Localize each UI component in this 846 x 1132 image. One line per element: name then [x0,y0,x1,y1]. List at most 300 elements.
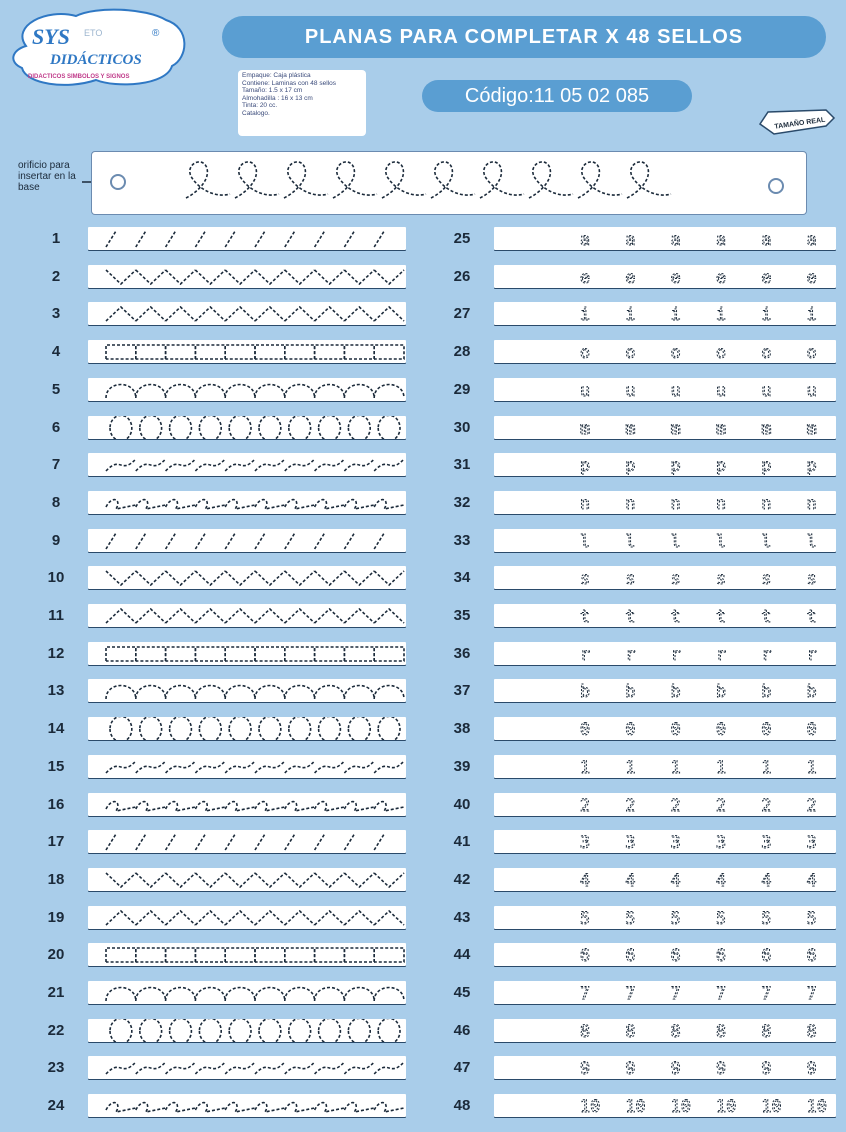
stamp-row [432,602,836,629]
stamp-strip [88,1056,406,1079]
stamp-mark [344,1062,374,1074]
stamp-mark [106,761,136,773]
stamp-mark [106,609,136,623]
stamp-row [432,866,836,893]
stamp-row [26,1092,406,1119]
stamp-strip [88,868,406,891]
stamp-mark [374,911,404,925]
stamp-mark [285,345,315,359]
stamp-mark [255,571,285,585]
stamp-mark [166,988,196,1002]
stamp-mark [166,686,196,700]
stamp-glyph: 7 [579,984,591,1004]
stamp-strip [88,981,406,1004]
stamp-glyph: 5 [670,908,681,929]
stamp-strip [88,1019,406,1042]
stamp-mark [315,647,345,661]
stamp-glyph: 7 [625,984,636,1004]
stamp-mark [136,459,166,471]
row-number: 32 [453,493,471,511]
row-number: 28 [453,343,471,361]
stamp-glyph: 9 [715,1059,727,1080]
stamp-pattern [494,491,836,514]
stamp-glyph: 3 [670,833,681,854]
stamp-pattern [494,416,836,439]
stamp-glyph: u [761,380,772,401]
stamp-mark [195,533,205,549]
tamano-real-arrow [754,104,838,146]
stamp-glyph: u [715,380,727,401]
stamp-mark [106,571,136,585]
stamp-strip [88,755,406,778]
stamp-mark [166,270,196,284]
stamp-glyph: u [806,380,817,401]
stamp-glyph: 8 [670,1021,681,1042]
stamp-mark [110,1019,132,1042]
row-number: 39 [453,757,471,775]
stamp-mark [285,801,315,810]
stamp-strip [494,1019,836,1042]
row-number: 16 [47,795,65,813]
stamp-mark [315,1062,345,1074]
stamp-row [432,677,836,704]
stamp-strip [494,1056,836,1079]
stamp-pattern [494,830,836,853]
stamp-row [26,602,406,629]
sample-loop [480,162,524,198]
stamp-mark [374,988,404,1002]
stamp-mark [166,609,196,623]
stamp-strip [88,943,406,966]
stamp-mark [315,533,325,549]
stamp-glyph: m [670,418,681,439]
stamp-mark [374,571,404,585]
stamp-mark [255,384,285,398]
row-number: 19 [47,908,65,926]
stamp-strip [494,491,836,514]
stamp-mark [106,499,136,508]
stamp-mark [255,647,285,661]
stamp-mark [195,609,225,623]
stamp-mark [225,647,255,661]
stamp-strip [88,642,406,665]
stamp-glyph: 2 [670,795,681,816]
stamp-mark [315,384,345,398]
stamp-glyph: e [715,267,727,288]
stamp-glyph: 0 [625,720,636,741]
stamp-mark [136,988,166,1002]
row-number: 4 [51,343,61,361]
stamp-mark [344,459,374,471]
stamp-pattern [494,453,836,476]
stamp-mark [378,1019,400,1042]
stamp-glyph: p [670,456,681,477]
row-number: 35 [453,607,471,624]
stamp-mark [255,834,265,850]
stamp-pattern [494,529,836,552]
stamp-mark [225,459,255,471]
stamp-mark [170,416,192,439]
brand-tagline: DIDACTICOS SIMBOLOS Y SIGNOS [28,74,130,80]
stamp-pattern [494,1019,836,1042]
stamp-glyph: 10 [625,1097,646,1118]
stamp-mark [166,384,196,398]
stamp-pattern [494,1094,836,1117]
stamp-glyph: a [761,230,772,250]
stamp-glyph: 10 [806,1097,828,1118]
stamp-row [26,489,406,516]
stamp-pattern [88,793,406,816]
stamp-glyph: l [670,531,681,552]
stamp-mark [315,345,345,359]
row-number: 7 [51,456,61,474]
stamp-mark [225,801,255,810]
stamp-mark [166,345,196,359]
stamp-mark [136,270,166,284]
stamp-pattern [494,793,836,816]
stamp-glyph: o [806,343,817,364]
stamp-mark [285,231,295,247]
stamp-glyph: 4 [625,870,636,891]
row-number: 40 [453,795,471,813]
stamp-glyph: p [761,456,772,477]
stamp-glyph: a [625,230,636,250]
stamp-glyph: m [579,418,591,439]
stamp-strip [88,906,406,929]
stamp-mark [374,270,404,284]
info-line: Empaque: Caja plástica [242,72,311,79]
stamp-row [26,225,406,252]
stamp-row [26,640,406,667]
stamp-glyph: 6 [670,946,681,967]
stamp-glyph: 3 [806,833,817,854]
stamp-glyph: n [806,493,817,514]
info-line: Almohadilla : 16 x 13 cm [242,94,313,102]
sample-loop [235,162,279,198]
stamp-mark [374,873,404,887]
stamp-mark [136,499,166,508]
stamp-glyph: s [625,569,636,590]
tamano-label: TAMAÑO REAL [774,116,826,131]
stamp-mark [255,231,265,247]
stamp-row [26,791,406,818]
stamp-mark [195,384,225,398]
stamp-mark [374,647,404,661]
row-number: 41 [453,833,471,851]
sample-loop [529,162,573,198]
stamp-glyph: b [761,682,772,703]
stamp-mark [289,717,311,740]
stamp-mark [289,1019,311,1042]
stamp-row [26,338,406,365]
stamp-mark [136,873,166,887]
stamp-pattern [88,906,406,929]
stamp-glyph: 4 [715,870,727,891]
row-number: 6 [51,418,61,436]
stamp-mark [225,499,255,508]
stamp-mark [199,1019,221,1042]
stamp-mark [374,459,404,471]
stamp-row [432,904,836,931]
stamp-glyph: l [579,531,591,552]
stamp-mark [285,571,315,585]
stamp-glyph: 2 [579,795,591,816]
stamp-glyph: s [761,569,772,590]
stamp-glyph: 0 [806,720,817,741]
stamp-row [432,941,836,968]
stamp-row [26,1017,406,1044]
stamp-row [26,376,406,403]
stamp-glyph: 1 [761,757,772,778]
stamp-mark [140,416,162,439]
stamp-pattern [494,227,836,250]
stamp-mark [195,801,225,810]
stamp-row [432,1054,836,1081]
stamp-row [432,376,836,403]
stamp-pattern [88,566,406,589]
row-number: 14 [47,720,65,738]
stamp-mark [289,416,311,439]
stamp-glyph: 10 [579,1097,601,1118]
row-number: 38 [453,720,471,738]
row-number: 21 [47,984,65,1001]
stamp-mark [259,416,281,439]
stamp-glyph: n [761,493,772,514]
stamp-glyph: 6 [715,946,727,967]
stamp-pattern [494,265,836,288]
sample-loop [382,162,426,198]
stamp-glyph: 2 [715,795,727,816]
stamp-mark [285,647,315,661]
stamp-mark [285,988,315,1002]
stamp-glyph: 7 [670,984,681,1004]
stamp-glyph: m [806,418,817,439]
stamp-mark [344,1103,374,1112]
stamp-pattern [494,566,836,589]
stamp-row [26,527,406,554]
stamp-mark [255,609,285,623]
stamp-mark [170,717,192,740]
stamp-strip [494,378,836,401]
stamp-mark [255,270,285,284]
stamp-pattern [494,868,836,891]
sample-loop [186,162,230,198]
stamp-mark [136,1062,166,1074]
stamp-glyph: b [579,682,591,703]
stamp-mark [140,717,162,740]
info-line: Tinta: 20 cc. [242,102,278,110]
stamp-mark [166,231,176,247]
stamp-mark [225,948,255,962]
stamp-mark [136,609,166,623]
row-number: 1 [51,230,61,247]
row-number: 8 [51,493,61,511]
stamp-strip [88,604,406,627]
stamp-mark [225,1103,255,1112]
stamp-mark [315,571,345,585]
stamp-strip [494,793,836,816]
stamp-mark [344,270,374,284]
stamp-glyph: t [579,607,591,627]
stamp-mark [110,717,132,740]
stamp-mark [166,1103,196,1112]
stamp-glyph: 9 [579,1059,591,1080]
stamp-row [432,979,836,1006]
stamp-pattern [88,1019,406,1042]
stamp-glyph: 5 [625,908,636,929]
stamp-mark [348,416,370,439]
stamp-glyph: a [806,230,817,250]
stamp-mark [199,717,221,740]
stamp-mark [225,384,255,398]
sample-loop [578,162,622,198]
stamp-glyph: 5 [806,908,817,929]
stamp-glyph: b [806,682,817,703]
stamp-glyph: 4 [670,870,681,891]
stamp-glyph: n [625,493,636,514]
stamp-mark [225,571,255,585]
stamp-mark [344,647,374,661]
stamp-pattern [494,906,836,929]
stamp-pattern [494,642,836,665]
info-line: Contiene: Laminas con 48 sellos [242,79,336,87]
stamp-glyph: 3 [761,833,772,854]
stamp-mark [136,647,166,661]
row-number: 30 [453,418,471,436]
row-number: 22 [47,1021,65,1039]
stamp-mark [315,231,325,247]
stamp-glyph: 8 [761,1021,772,1042]
stamp-glyph: 2 [806,795,817,816]
row-number: 46 [453,1021,471,1039]
stamp-mark [285,1062,315,1074]
product-info [238,70,366,136]
stamp-mark [285,761,315,773]
stamp-mark [136,571,166,585]
stamp-mark [195,948,225,962]
stamp-mark [225,911,255,925]
stamp-mark [225,761,255,773]
stamp-strip [494,679,836,702]
stamp-mark [255,533,265,549]
stamp-glyph: 6 [761,946,772,967]
stamp-mark [166,834,176,850]
stamp-mark [285,270,315,284]
stamp-row [432,489,836,516]
stamp-mark [315,499,345,508]
stamp-glyph: 4 [579,870,591,891]
stamp-row [432,451,836,478]
stamp-glyph: 1 [625,757,636,778]
stamp-pattern [88,453,406,476]
stamp-pattern [494,943,836,966]
stamp-mark [378,717,400,740]
stamp-glyph: o [579,343,591,364]
stamp-mark [319,416,341,439]
stamp-strip [494,642,836,665]
stamp-row [26,715,406,742]
stamp-glyph: r [625,644,636,665]
stamp-mark [255,948,285,962]
stamp-glyph: m [715,418,727,439]
stamp-mark [255,345,285,359]
stamp-mark [374,1103,404,1112]
stamp-row [432,414,836,441]
stamp-strip [494,227,836,250]
stamp-mark [259,717,281,740]
stamp-glyph: r [715,644,727,665]
stamp-mark [106,647,136,661]
stamp-mark [285,384,315,398]
stamp-glyph: u [625,380,636,401]
stamp-mark [136,1103,166,1112]
stamp-pattern [88,830,406,853]
stamp-mark [315,1103,345,1112]
row-number: 44 [453,946,471,964]
stamp-mark [195,988,225,1002]
stamp-mark [195,1103,225,1112]
stamp-row [26,564,406,591]
stamp-mark [106,1062,136,1074]
stamp-glyph: l [625,531,636,552]
stamp-row [26,904,406,931]
stamp-mark [166,571,196,585]
stamp-strip [88,227,406,250]
stamp-mark [315,873,345,887]
stamp-mark [136,686,166,700]
stamp-mark [285,459,315,471]
stamp-mark [229,416,251,439]
stamp-mark [106,686,136,700]
brand-name-second: DIDÁCTICOS [50,52,142,68]
stamp-glyph: p [579,456,591,477]
stamp-mark [374,384,404,398]
stamp-row [432,828,836,855]
stamp-strip [88,340,406,363]
stamp-mark [315,307,345,321]
stamp-glyph: p [625,456,636,477]
stamp-strip [494,302,836,325]
row-number: 24 [47,1097,65,1115]
stamp-mark [195,647,225,661]
stamp-mark [106,345,136,359]
stamp-mark [255,459,285,471]
stamp-mark [225,533,235,549]
stamp-row [432,1092,836,1119]
stamp-mark [374,609,404,623]
row-number: 29 [453,380,471,398]
stamp-row [26,828,406,855]
stamp-glyph: o [761,343,772,364]
stamp-mark [229,717,251,740]
stamp-mark [136,834,146,850]
row-number: 23 [47,1059,65,1077]
stamp-mark [255,1103,285,1112]
stamp-mark [195,1062,225,1074]
stamp-strip [88,453,406,476]
row-number: 42 [453,870,471,888]
stamp-glyph: i [579,305,591,326]
stamp-glyph: n [715,493,727,514]
stamp-mark [225,231,235,247]
stamp-mark [315,911,345,925]
row-number: 9 [51,531,61,549]
stamp-mark [315,801,345,810]
stamp-glyph: e [579,267,591,288]
stamp-mark [195,911,225,925]
stamp-mark [195,499,225,508]
stamp-pattern [88,302,406,325]
